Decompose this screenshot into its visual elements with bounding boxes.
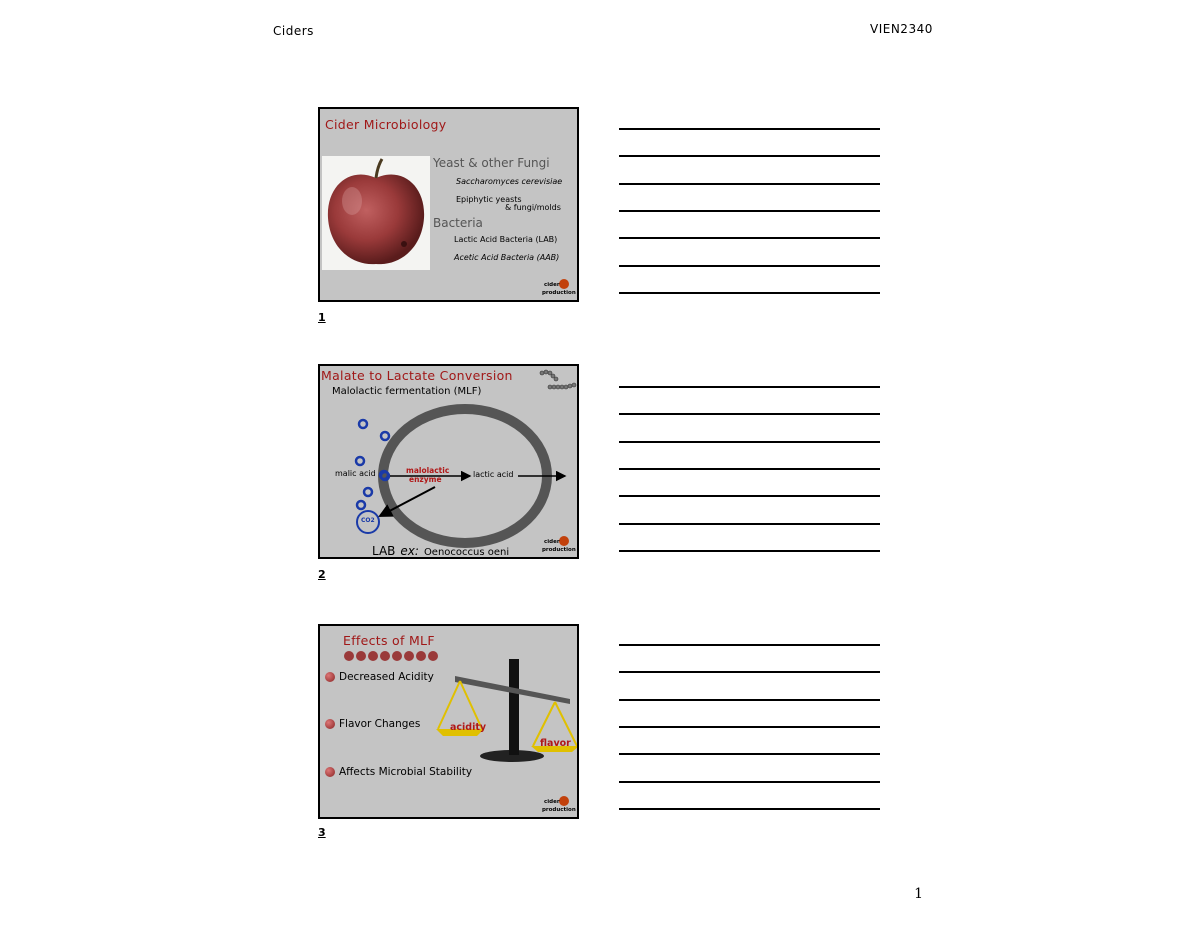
slide-subtitle: Malolactic fermentation (MLF) [332,386,482,397]
slide-2 [318,364,579,559]
header-right: VIEN2340 [870,22,933,36]
note-line [619,753,880,755]
apple-image [322,156,430,270]
note-line [619,386,880,388]
co2-label: CO2 [361,517,375,524]
ex-label: ex: [400,544,419,558]
cider-production-logo: cider production [542,279,576,299]
enzyme-label: malolactic [406,466,450,475]
lab-label: LAB [372,544,396,558]
malate-molecule [357,501,365,509]
malic-acid-label: malic acid [335,469,376,478]
slide-1 [318,107,579,302]
bullet-item: Decreased Acidity [325,671,434,683]
note-line [619,128,880,130]
note-line [619,210,880,212]
apple-bullet-icon [325,767,335,777]
slide-title: Cider Microbiology [325,117,447,132]
apple-icon [559,536,569,546]
note-line [619,468,880,470]
note-line [619,781,880,783]
cider-production-logo: cider production [542,796,576,816]
cell-diagram [320,366,577,557]
slide-number: 1 [318,311,326,324]
note-line [619,808,880,810]
note-line [619,523,880,525]
apple-bullet-icon [325,672,335,682]
apple-icon [559,796,569,806]
acidity-pan-label: acidity [450,722,487,733]
species-label: Oenococcus oeni [423,547,510,558]
cider-production-logo: cider production [542,536,576,556]
slide-number: 2 [318,568,326,581]
section-heading: Bacteria [433,216,483,230]
slide-3 [318,624,579,819]
malate-molecule [356,457,364,465]
note-line [619,237,880,239]
section-item: Acetic Acid Bacteria (AAB) [454,253,560,262]
slide-number: 3 [318,826,326,839]
malate-molecule [364,488,372,496]
bullet-item: Flavor Changes [325,718,420,730]
section-item: Epiphytic yeasts [456,195,522,204]
flavor-pan-label: flavor [540,738,571,749]
slide-title: Malate to Lactate Conversion [321,368,513,383]
bullet-item: Affects Microbial Stability [325,766,472,778]
note-line [619,495,880,497]
section-item: & fungi/molds [505,203,561,212]
note-line [619,155,880,157]
slide-title: Effects of MLF [343,633,435,648]
section-heading: Yeast & other Fungi [433,156,550,170]
note-line [619,292,880,294]
note-line [619,183,880,185]
malate-molecule [381,432,389,440]
note-line [619,550,880,552]
note-line [619,413,880,415]
header-left: Ciders [273,24,314,38]
apple-icon [559,279,569,289]
section-item: Lactic Acid Bacteria (LAB) [454,235,558,244]
apple-bullet-icon [325,719,335,729]
apple-row-decoration [343,650,443,662]
lactic-acid-label: lactic acid [473,470,514,479]
section-item: Saccharomyces cerevisiae [456,177,563,186]
note-line [619,726,880,728]
note-line [619,265,880,267]
note-line [619,699,880,701]
enzyme-label: enzyme [409,475,442,484]
lab-footer [372,544,509,558]
page-number: 1 [914,886,923,902]
note-line [619,441,880,443]
malate-molecule [359,420,367,428]
note-line [619,671,880,673]
note-line [619,644,880,646]
